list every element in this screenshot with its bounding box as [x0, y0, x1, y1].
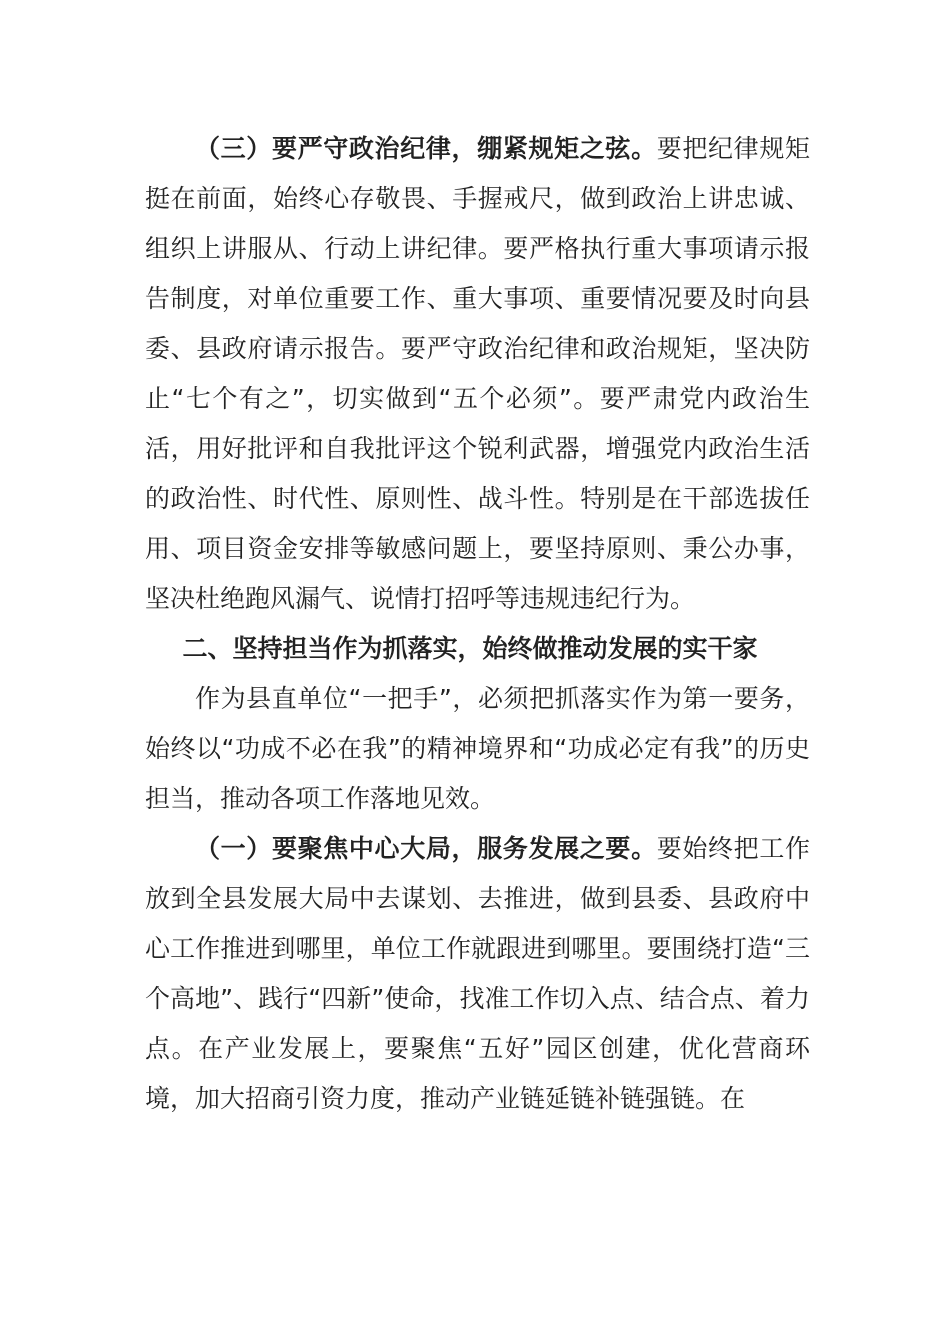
- document-body: [145, 124, 810, 1124]
- paragraph-text: 要把纪律规矩挺在前面，始终心存敬畏、手握戒尺，做到政治上讲忠诚、组织上讲服从、行动上讲纪律。要严格执行重大事项请示报告制度，对单位重要工作、重大事项、重要情况要及时向县委、县政府请示报告。要严守政治纪律和政治规矩，坚决防止“七个有之”，切实做到“五个必须”。要严肃党内政治生活，用好批评和自我批评这个锐利武器，增强党内政治生活的政治性、时代性、原则性、战斗性。特别是在干部选拔任用、项目资金安排等敏感问题上，要坚持原则、秉公办事，坚决杜绝跑风漏气、说情打招呼等违规违纪行为。: [145, 134, 810, 613]
- paragraph-text: 要始终把工作放到全县发展大局中去谋划、去推进，做到县委、县政府中心工作推进到哪里，单位工作就跟进到哪里。要围绕打造“三个高地”、践行“四新”使命，找准工作切入点、结合点、着力点。在产业发展上，要聚焦“五好”园区创建，优化营商环境，加大招商引资力度，推动产业链延链补链强链。在: [145, 834, 810, 1113]
- paragraph-text: 作为县直单位“一把手”，必须把抓落实作为第一要务，始终以“功成不必在我”的精神境界和“功成必定有我”的历史担当，推动各项工作落地见效。: [145, 684, 810, 813]
- paragraph-lead: （一）要聚焦中心大局，服务发展之要。: [195, 834, 657, 863]
- paragraph-intro: [145, 674, 810, 824]
- paragraph-political-discipline: [145, 124, 810, 624]
- paragraph-focus-center: [145, 824, 810, 1124]
- paragraph-lead: （三）要严守政治纪律，绷紧规矩之弦。: [195, 134, 657, 163]
- section-heading: 二、坚持担当作为抓落实，始终做推动发展的实干家: [182, 634, 758, 663]
